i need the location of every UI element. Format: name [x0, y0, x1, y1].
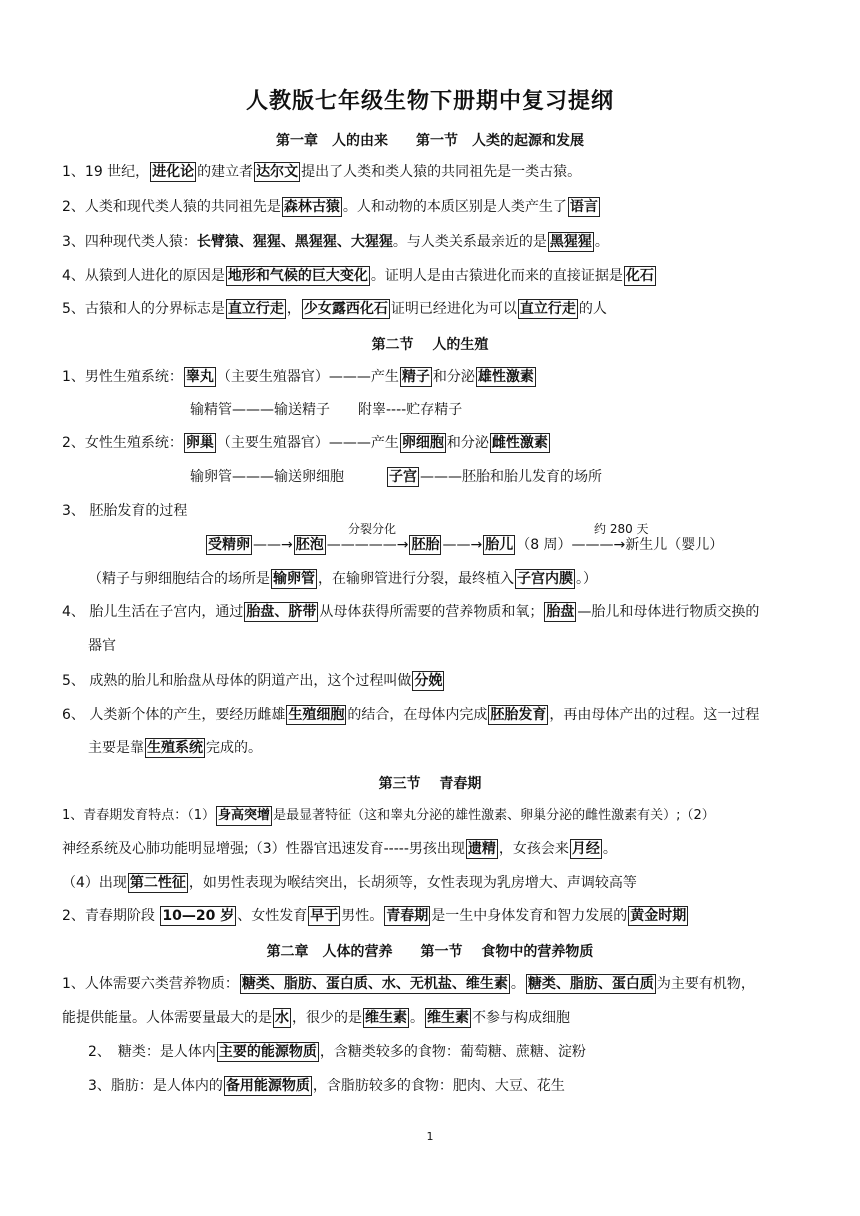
- chapter1-section1-heading: 第一章 人的由来 第一节 人类的起源和发展: [276, 133, 584, 149]
- keyword-box: 遗精: [467, 841, 496, 857]
- keyword-box: 维生素: [365, 1010, 407, 1026]
- keyword-box: 青春期: [386, 908, 429, 924]
- keyword-box: 少女露西化石: [303, 301, 388, 317]
- keyword-box: 语言: [569, 199, 598, 215]
- s2-line-5: 5、 成熟的胎儿和胎盘从母体的阴道产出，这个过程叫做 分娩: [62, 673, 443, 689]
- keyword-box: 进化论: [152, 164, 195, 180]
- keyword-box: 胚胎发育: [490, 707, 547, 723]
- section2-heading: 第二节 人的生殖: [371, 337, 489, 353]
- s4-line-2: 2、 糖类：是人体内 主要的能源物质 ，含糖类较多的食物：葡萄糖、蔗糖、淀粉: [88, 1044, 586, 1060]
- flow-label-days: 约 280 天: [594, 522, 649, 536]
- flow-label-division: 分裂分化: [348, 522, 397, 536]
- keyword-box: 精子: [401, 369, 430, 385]
- s2-line-4: 4、 胎儿生活在子宫内，通过 胎盘、脐带 从母体获得所需要的营养物质和氧； 胎盘 —胎儿和母体进行物质交换的: [62, 604, 760, 620]
- keyword-box: 备用能源物质: [225, 1078, 310, 1094]
- keyword-box: 10—20 岁: [162, 908, 235, 924]
- keyword-box: 分娩: [414, 673, 443, 689]
- s2-line-6b: 主要是靠 生殖系统 完成的。: [88, 740, 262, 756]
- s1-line-1: 1、19 世纪， 进化论 的建立者 达尔文 提出了人类和类人猿的共同祖先是一类古猿。: [62, 164, 582, 180]
- s3-line-1c: （4）出现 第二性征 ，如男性表现为喉结突出，长胡须等，女性表现为乳房增大、声调较高等: [62, 875, 637, 891]
- keyword-box: 子宫内膜: [517, 571, 573, 587]
- s1-line-5: 5、古猿和人的分界标志是 直立行走 ， 少女露西化石 证明已经进化为可以 直立行走 的人: [62, 301, 607, 317]
- s4-line-1: 1、人体需要六类营养物质： 糖类、脂肪、蛋白质、水、无机盐、维生素 。 糖类、脂肪、蛋白质 为主要有机物，: [62, 976, 755, 992]
- keyword-box: 直立行走: [519, 301, 576, 317]
- s4-line-1b: 能提供能量。人体需要量最大的是 水 ，很少的是 维生素 。 维生素 不参与构成细胞: [62, 1010, 570, 1026]
- s2-line-6: 6、 人类新个体的产生，要经历雌雄 生殖细胞 的结合，在母体内完成 胚胎发育 ，再由母体产出的过程。这一过程: [62, 707, 760, 723]
- keyword-box: 早于: [310, 908, 339, 924]
- keyword-box: 胚胎: [411, 537, 440, 553]
- s3-line-1: 1、青春期发育特点：（1） 身高突增 是最显著特征（这和睾丸分泌的雄性激素、卵巢分泌的雌性激素有关）;（2）: [62, 806, 715, 826]
- keyword-box: 黑猩猩: [549, 234, 592, 250]
- page-number: 1: [426, 1130, 434, 1143]
- keyword-box: 胚泡: [295, 537, 324, 553]
- s1-line-4: 4、从猿到人进化的原因是 地形和气候的巨大变化 。证明人是由古猿进化而来的直接证据是 化石: [62, 268, 654, 284]
- s2-line-1: 1、男性生殖系统： 睾丸 （主要生殖器官）———产生 精子 和分泌 雄性激素: [62, 369, 534, 385]
- keyword-box: 子宫: [389, 469, 417, 485]
- keyword-box: 糖类、脂肪、蛋白质、水、无机盐、维生素: [241, 976, 508, 992]
- document-title: 人教版七年级生物下册期中复习提纲: [245, 89, 614, 114]
- keyword-box: 睾丸: [185, 369, 214, 385]
- keyword-box: 水: [275, 1010, 289, 1026]
- keyword-box: 胎盘: [546, 604, 575, 620]
- keyword-box: 雌性激素: [491, 435, 548, 451]
- keyword-box: 糖类、脂肪、蛋白质: [527, 976, 654, 992]
- keyword-box: 森林古猿: [283, 199, 340, 215]
- s2-line-1b: 输精管———输送精子 附睾----贮存精子: [190, 402, 463, 418]
- s2-line-2b: 输卵管———输送卵细胞 子宫 ———胚胎和胎儿发育的场所: [190, 469, 602, 485]
- s2-line-3: 3、 胚胎发育的过程: [62, 503, 188, 519]
- s4-line-3: 3、脂肪：是人体内的 备用能源物质 ，含脂肪较多的食物：肥肉、大豆、花生: [88, 1078, 565, 1094]
- development-flow: 受精卵 ——→ 胚泡 —————→ 胚胎 ——→ 胎儿 （8 周）———→新生儿（婴儿）: [208, 537, 724, 553]
- keyword-box: 第二性征: [129, 875, 186, 891]
- s2-line-4b: 器官: [88, 638, 116, 654]
- s2-line-3b: （精子与卵细胞结合的场所是 输卵管 ，在输卵管进行分裂，最终植入 子宫内膜 。）: [88, 571, 597, 587]
- keyword-box: 卵巢: [185, 435, 214, 451]
- keyword-box: 生殖系统: [147, 740, 203, 756]
- s1-line-3: 3、四种现代类人猿：长臂猿、猩猩、黑猩猩、大猩猩。与人类关系最亲近的是 黑猩猩 。: [62, 234, 609, 250]
- keyword-box: 地形和气候的巨大变化: [227, 268, 368, 284]
- keyword-box: 受精卵: [208, 537, 250, 553]
- s3-line-2: 2、青春期阶段 10—20 岁 、女性发育 早于 男性。 青春期 是一生中身体发育和智力发展的 黄金时期: [62, 908, 687, 924]
- keyword-box: 化石: [625, 268, 654, 284]
- keyword-box: 达尔文: [256, 164, 299, 180]
- section3-heading: 第三节 青春期: [378, 776, 482, 792]
- s1-line-2: 2、人类和现代类人猿的共同祖先是 森林古猿 。人和动物的本质区别是人类产生了 语言: [62, 199, 598, 215]
- keyword-box: 生殖细胞: [288, 707, 345, 723]
- keyword-box: 胎盘、脐带: [246, 604, 317, 620]
- keyword-box: 身高突增: [216, 806, 272, 826]
- keyword-box: 卵细胞: [401, 435, 444, 451]
- keyword-box: 胎儿: [485, 537, 514, 553]
- keyword-box: 维生素: [427, 1010, 469, 1026]
- s2-line-2: 2、女性生殖系统： 卵巢 （主要生殖器官）———产生 卵细胞 和分泌 雌性激素: [62, 435, 548, 451]
- keyword-box: 黄金时期: [630, 908, 687, 924]
- s3-line-1b: 神经系统及心肺功能明显增强;（3）性器官迅速发育-----男孩出现 遗精 ，女孩会来 月经 。: [62, 841, 617, 857]
- keyword-box: 直立行走: [227, 301, 284, 317]
- chapter2-section1-heading: 第二章 人体的营养 第一节 食物中的营养物质: [266, 944, 594, 960]
- keyword-box: 月经: [571, 841, 600, 857]
- keyword-box: 雄性激素: [477, 369, 534, 385]
- keyword-box: 输卵管: [273, 571, 315, 587]
- keyword-box: 主要的能源物质: [218, 1044, 317, 1060]
